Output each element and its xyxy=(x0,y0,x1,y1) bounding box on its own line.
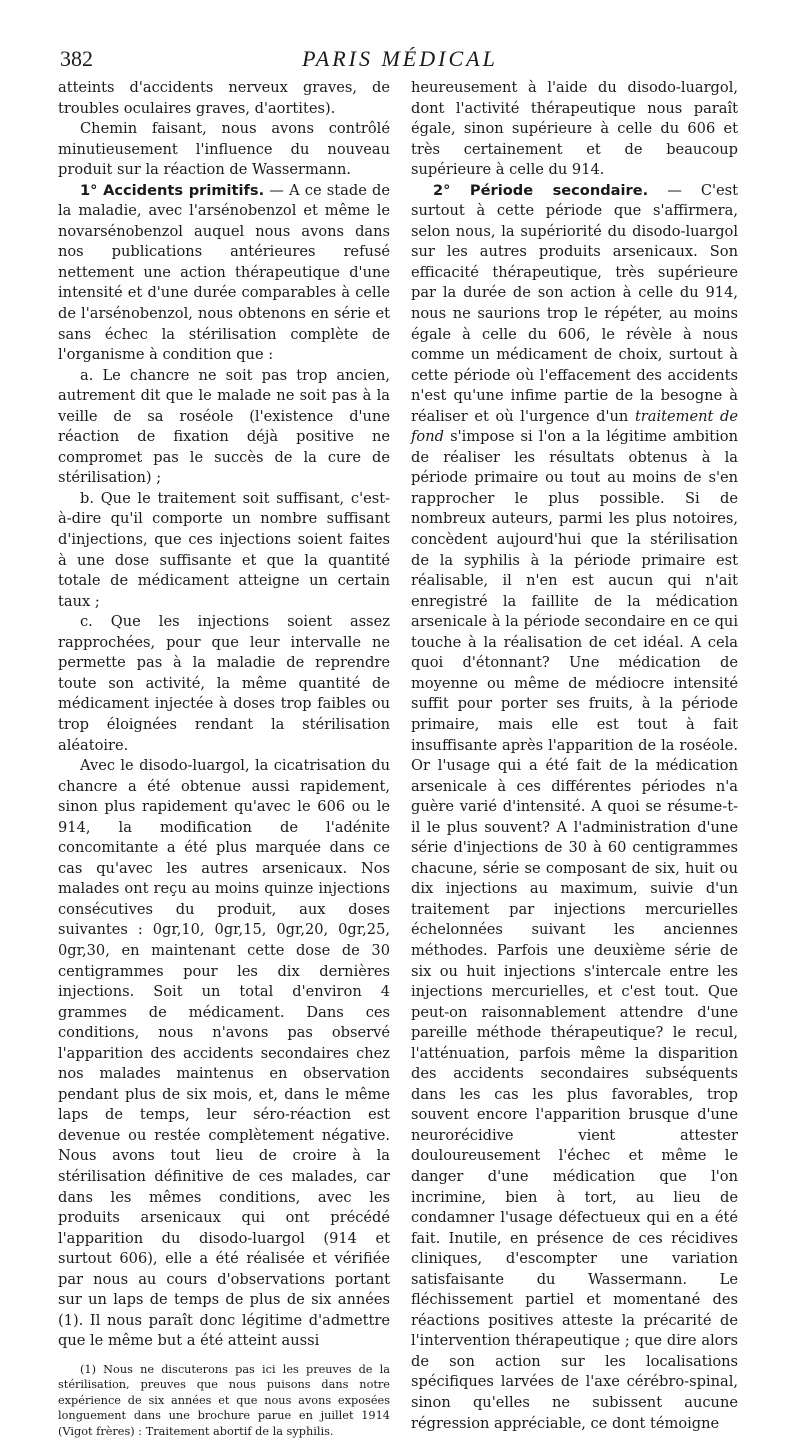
emphasis: traitement de fond xyxy=(411,407,738,446)
section-secondary-period xyxy=(411,181,738,1434)
paragraph: Chemin faisant, nous avons contrôlé minutieusement l'influence du nouveau produit sur la réaction de Wassermann. xyxy=(58,120,390,179)
paragraph-text: s'impose si l'on a la légitime ambition de réaliser les résultats obtenus à la période primaire ou tout au moins de s'en rapprocher le plus possible. Si de nombreux auteurs, parmi les plus notoires, concèdent aujourd'hui que la stérilisation de la syphilis à la période primaire est réalisable, il n'en est aucun qui n'ait enregistré la faillite de la médication arsenicale à la période secondaire en ce qui touche à la réalisation de cet idéal. A cela quoi d'étonnant? Une médication de moyenne ou même de médiocre intensité suffit pour porter ses fruits, à la période primaire, mais elle est tout à fait insuffisante après l'apparition de la roséole. Or l'usage qui a été fait de la médication arsenicale à ces différentes périodes n'a guère varié d'intensité. A quoi se résume-t-il le plus souvent? A l'administration d'une série d'injections de 30 à 60 centigrammes chacune, série se composant de six, huit ou dix injections au maximum, suivie d'un traitement par injections mercurielles échelonnées suivant les anciennes méthodes. Parfois une deuxième série de six ou huit injections s'intercale entre les injections mercurielles, et c'est tout. Que peut-on raisonnablement attendre d'une pareille méthode thérapeutique? le recul, l'atténuation, parfois même la disparition des accidents secondaires subséquents dans les cas les plus favorables, trop souvent encore l'apparition brusque d'une neurorécidive vient attester douloureusement l'échec et même le danger d'une médication que l'on incrimine, bien à tort, au lieu de condamner l'usage défectueux qui en a été fait. Inutile, en présence de ces récidives cliniques, d'escompter une variation satisfaisante du Wassermann. Le fléchissement partiel et momentané des réactions positives atteste la précarité de l'intervention thérapeutique ; que dire alors de son action sur les localisations spécifiques larvées de l'axe cérébro-spinal, sinon qu'elles ne subissent aucune régression appréciable, ce dont témoigne xyxy=(411,428,738,1432)
paragraph: atteints d'accidents nerveux graves, de troubles oculaires graves, d'aortites). xyxy=(58,79,390,117)
paragraph: heureusement à l'aide du disodo-luargol, dont l'activité thérapeutique nous paraît égale, sinon supérieure à celle du 606 et très certainement et de beaucoup supérieure à celle du 914. xyxy=(411,79,738,179)
section-heading: 1° Accidents primitifs. xyxy=(80,181,265,199)
paragraph-text: — C'est surtout à cette période que s'affirmera, selon nous, la supériorité du disodo-luargol sur les autres produits arsenicaux. Son efficacité thérapeutique, très supérieure par la durée de son action à celle du 914, nous ne saurions trop le répéter, au moins égale à celle du 606, le révèle à nous comme un médicament de choix, surtout à cette période où l'effacement des accidents n'est qu'une infime partie de la besogne à réaliser et où l'urgence d'un xyxy=(411,181,738,425)
paragraph-text: — A ce stade de la maladie, avec l'arsénobenzol et même le novarsénobenzol auquel nous avons dans nos publications antérieures refusé nettement une action thérapeutique d'une intensité et d'une durée comparables à celle de l'arsénobenzol, nous obtenons en série et sans échec la stérilisation complète de l'organisme à condition que : xyxy=(58,181,390,364)
running-title: PARIS MÉDICAL xyxy=(302,46,498,71)
page-header xyxy=(54,40,746,76)
section-heading: 2° Période secondaire. xyxy=(433,181,649,199)
footnote: (1) Nous ne discuterons pas ici les preuves de la stérilisation, preuves que nous puisons dans notre expérience de six années et que nous avons exposées longuement dans une brochure parue en juillet 1914 (Vigot frères) : Traitement abortif de la syphilis. xyxy=(58,1362,390,1438)
condition-b: b. Que le traitement soit suffisant, c'est-à-dire qu'il comporte un nombre suffisant d'injections, que ces injections soient faites à une dose suffisante et que la quantité totale de médicament atteigne un certain taux ; xyxy=(58,489,390,610)
left-column xyxy=(58,78,390,1439)
condition-c: c. Que les injections soient assez rapprochées, pour que leur intervalle ne permette pas à la maladie de reprendre toute son activité, la même quantité de médicament injectée à doses trop faibles ou trop éloignées rendant la stérilisation aléatoire. xyxy=(58,613,390,754)
right-column xyxy=(411,78,738,1434)
condition-a: a. Le chancre ne soit pas trop ancien, autrement dit que le malade ne soit pas à la veille de sa roséole (l'existence d'une réaction de fixation déjà positive ne compromet pas le succès de la cure de stérilisation) ; xyxy=(58,366,390,487)
paragraph: Avec le disodo-luargol, la cicatrisation du chancre a été obtenue aussi rapidement, sinon plus rapidement qu'avec le 606 ou le 914, la modification de l'adénite concomitante a été plus marquée dans ce cas qu'avec les autres arsenicaux. Nos malades ont reçu au moins quinze injections consécutives du produit, aux doses suivantes : 0gr,10, 0gr,15, 0gr,20, 0gr,25, 0gr,30, en maintenant cette dose de 30 centigrammes pour les dix dernières injections. Soit un total d'environ 4 grammes de médicament. Dans ces conditions, nous n'avons pas observé l'apparition des accidents secondaires chez nos malades maintenus en observation pendant plus de six mois, et, dans le même laps de temps, leur séro-réaction est devenue ou restée complètement négative. Nous avons tout lieu de croire à la stérilisation définitive de ces malades, car dans les mêmes conditions, avec les produits arsenicaux qui ont précédé l'apparition du disodo-luargol (914 et surtout 606), elle a été réalisée et vérifiée par nous au cours d'observations portant sur un laps de temps de plus de six années (1). Il nous paraît donc légitime d'admettre que le même but a été atteint aussi xyxy=(58,757,390,1350)
section-primary-accidents xyxy=(58,181,390,366)
page-number: 382 xyxy=(60,46,93,71)
